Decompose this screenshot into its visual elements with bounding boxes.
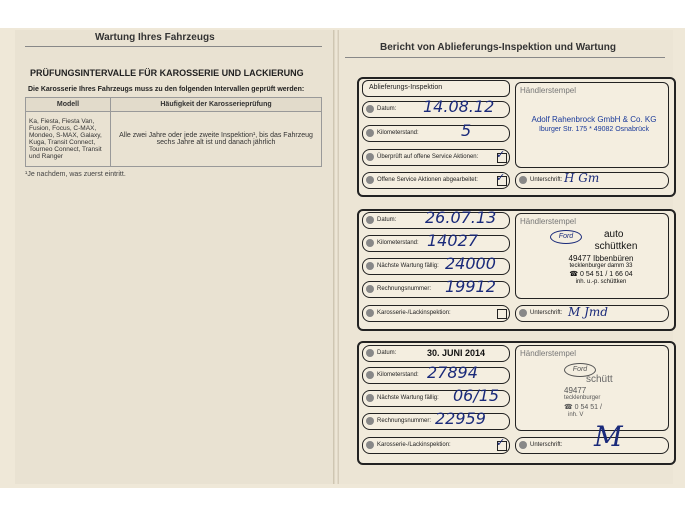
stamp-text: 49477 Ibbenbüren <box>568 254 634 263</box>
block1-km-field[interactable] <box>362 121 510 142</box>
section-title: PRÜFUNGSINTERVALLE FÜR KAROSSERIE UND LACKIERUNG <box>30 68 304 78</box>
signature: M <box>594 420 623 453</box>
signature: H Gm <box>564 171 600 185</box>
divider <box>345 57 665 58</box>
bullet-icon <box>519 441 527 449</box>
bullet-icon <box>366 417 374 425</box>
field-label: Karosserie-/Lackinspektion: <box>377 442 451 448</box>
frequency-cell: Alle zwei Jahre oder jede zweite Inspektion¹, bis das Fahrzeug sechs Jahre alt ist und danach jährlich <box>111 112 322 167</box>
block2-km-field[interactable] <box>362 231 510 252</box>
check-mark-icon: ✓ <box>496 437 506 449</box>
field-label: Datum: <box>377 350 397 356</box>
checkbox[interactable] <box>497 309 507 319</box>
field-value: 24000 <box>445 254 496 273</box>
bullet-icon <box>366 285 374 293</box>
dealer-stamp-label: Händlerstempel <box>520 86 577 95</box>
block3-dealer-stamp-box <box>515 345 669 431</box>
block1-signature-field[interactable] <box>515 172 669 189</box>
field-label: Unterschrift: <box>530 310 563 316</box>
field-label: Unterschrift: <box>530 177 563 183</box>
stamp-text: schüttken <box>594 241 638 252</box>
stamp-text: inh. u.-p. schüttken <box>575 279 627 285</box>
field-label: Nächste Wartung fällig: <box>377 263 439 269</box>
field-label: Nächste Wartung fällig: <box>377 395 439 401</box>
field-value: 19912 <box>445 277 496 296</box>
stamp-text: ☎ 0 54 51 / <box>564 404 602 411</box>
divider <box>25 46 322 47</box>
bullet-icon <box>366 309 374 317</box>
field-value: 14027 <box>427 231 478 250</box>
block1-datum-field[interactable] <box>362 97 510 118</box>
block2-signature-field[interactable] <box>515 305 669 322</box>
bullet-icon <box>366 441 374 449</box>
block3-next-service-field[interactable] <box>362 386 510 407</box>
field-value: 06/15 <box>453 386 500 405</box>
stamp-text: inh. V <box>568 412 584 418</box>
stamp-text: 49477 <box>564 386 587 395</box>
bullet-icon <box>366 371 374 379</box>
block3-signature-field[interactable] <box>515 420 669 454</box>
block3-datum-field[interactable] <box>362 345 510 362</box>
field-value: 5 <box>461 121 472 140</box>
block3-body-inspection-field[interactable] <box>362 437 510 454</box>
field-label: Überprüft auf offene Service Aktionen: <box>377 154 479 160</box>
stamp-text: auto <box>604 229 624 240</box>
col-header-frequency: Häufigkeit der Karosserieprüfung <box>111 98 322 112</box>
block1-heading-box <box>362 80 510 97</box>
bullet-icon <box>366 262 374 270</box>
dealer-address: Iburger Str. 175 * 49082 Osnabrück <box>538 126 650 133</box>
field-label: Offene Service Aktionen abgearbeitet: <box>377 177 478 183</box>
footnote: ¹Je nachdem, was zuerst eintritt. <box>25 171 126 178</box>
dealer-name: Adolf Rahenbrock GmbH & Co. KG <box>531 115 657 124</box>
block2-datum-field[interactable] <box>362 208 510 229</box>
stamp-text: schütt <box>586 374 613 385</box>
field-label: Rechnungsnummer: <box>377 286 432 292</box>
field-value: 27894 <box>427 363 478 382</box>
inspection-interval-table <box>25 97 322 167</box>
block2-next-service-field[interactable] <box>362 254 510 275</box>
bullet-icon <box>519 176 527 184</box>
check-mark-icon: ✓ <box>496 149 506 161</box>
block2-body-inspection-field[interactable] <box>362 305 510 322</box>
ford-logo: Ford <box>550 230 582 244</box>
bullet-icon <box>519 309 527 317</box>
bullet-icon <box>366 239 374 247</box>
block3-invoice-field[interactable] <box>362 409 510 430</box>
bullet-icon <box>366 394 374 402</box>
field-label: Rechnungsnummer: <box>377 418 432 424</box>
models-cell: Ka, Fiesta, Fiesta Van, Fusion, Focus, C-MAX, Mondeo, S-MAX, Galaxy, Kuga, Transit Connect, Tourneo Connect, Transit und Ranger <box>26 112 111 167</box>
col-header-model: Modell <box>26 98 111 112</box>
field-value: 26.07.13 <box>425 208 497 227</box>
field-label: Karosserie-/Lackinspektion: <box>377 310 451 316</box>
bullet-icon <box>366 105 374 113</box>
check-mark-icon: ✓ <box>496 172 506 184</box>
bullet-icon <box>366 129 374 137</box>
block2-invoice-field[interactable] <box>362 277 510 298</box>
field-value: 30. JUNI 2014 <box>427 348 486 358</box>
bullet-icon <box>366 216 374 224</box>
bullet-icon <box>366 176 374 184</box>
bullet-icon <box>366 349 374 357</box>
block1-heading: Ablieferungs-Inspektion <box>369 84 443 91</box>
field-label: Datum: <box>377 217 397 223</box>
field-label: Kilometerstand: <box>377 240 419 246</box>
left-page-title: Wartung Ihres Fahrzeugs <box>95 32 215 43</box>
dealer-stamp-label: Händlerstempel <box>520 217 577 226</box>
dealer-stamp-label: Händlerstempel <box>520 349 577 358</box>
field-label: Datum: <box>377 106 397 112</box>
ford-logo: Ford <box>564 363 596 377</box>
field-label: Kilometerstand: <box>377 130 419 136</box>
signature: M Jmd <box>568 305 608 319</box>
block2-dealer-stamp-box <box>515 213 669 299</box>
stamp-text: ☎ 0 54 51 / 1 66 04 <box>569 271 633 278</box>
right-page-title: Bericht von Ablieferungs-Inspektion und Wartung <box>380 42 616 53</box>
block1-dealer-stamp-box <box>515 82 669 168</box>
bullet-icon <box>366 153 374 161</box>
block3-km-field[interactable] <box>362 363 510 384</box>
stamp-text: tecklenburger damm 33 <box>569 263 633 269</box>
block1-check-actions-done[interactable] <box>362 172 510 189</box>
field-value: 22959 <box>435 409 486 428</box>
field-label: Kilometerstand: <box>377 372 419 378</box>
block1-check-open-actions[interactable] <box>362 149 510 166</box>
booklet-spine <box>333 30 339 484</box>
stamp-text: tecklenburger <box>564 395 601 401</box>
field-label: Unterschrift: <box>530 442 563 448</box>
intro-text: Die Karosserie Ihres Fahrzeugs muss zu den folgenden Intervallen geprüft werden: <box>28 86 305 93</box>
field-value: 14.08.12 <box>423 97 495 116</box>
